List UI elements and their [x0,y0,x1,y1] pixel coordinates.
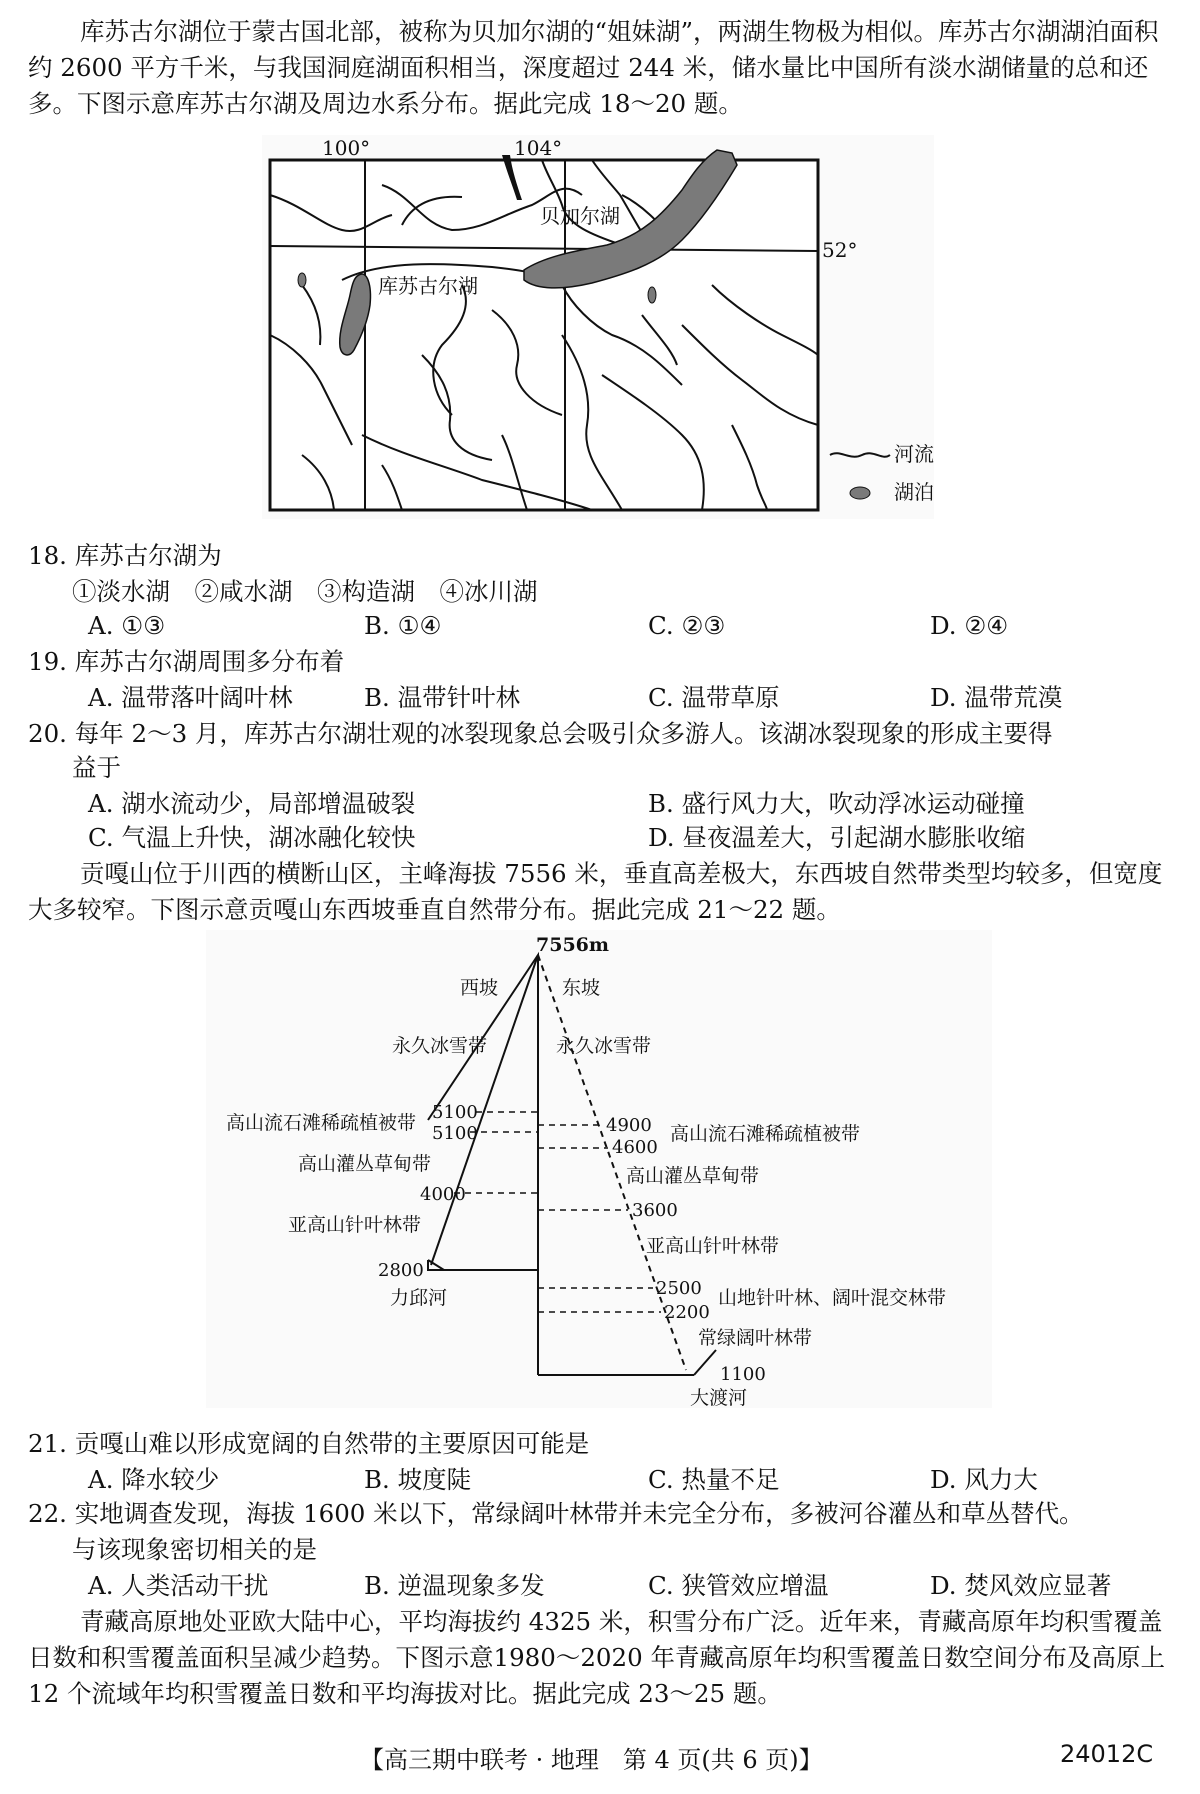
q20-option-d[interactable]: D. 昼夜温差大，引起湖水膨胀收缩 [648,823,1026,852]
q21-option-c[interactable]: C. 热量不足 [648,1465,780,1494]
east-zone-mixed-forest: 山地针叶林、阔叶混交林带 [718,1287,947,1309]
west-slope-label: 西坡 [460,977,499,999]
q20-stem-line1: 20. 每年 2～3 月，库苏古尔湖壮观的冰裂现象总会吸引众多游人。该湖冰裂现象的形成主要得 [28,719,1053,748]
east-2200-label: 2200 [664,1302,710,1323]
east-snow-zone-label: 永久冰雪带 [556,1035,652,1057]
legend-lake-label: 湖泊 [894,480,934,504]
east-4600-label: 4600 [612,1137,658,1158]
east-zone-evergreen-broadleaf: 常绿阔叶林带 [698,1327,813,1349]
west-zone-subalpine-conifer: 亚高山针叶林带 [288,1214,422,1236]
footer-center-text: 【高三期中联考 · 地理 第 4 页(共 6 页)】 [360,1746,823,1774]
q22-option-c[interactable]: C. 狭管效应增温 [648,1571,829,1600]
q19-option-a[interactable]: A. 温带落叶阔叶林 [88,683,293,712]
q20-stem-line2: 益于 [72,753,121,782]
east-zone-subalpine-conifer: 亚高山针叶林带 [646,1235,780,1257]
q18-option-d[interactable]: D. ②④ [930,611,1009,640]
legend-river-label: 河流 [894,442,934,466]
east-zone-alpine-meadow: 高山灌丛草甸带 [626,1165,760,1187]
east-1100-label: 1100 [720,1364,766,1385]
q18-stem: 18. 库苏古尔湖为 [28,541,222,570]
q19-option-d[interactable]: D. 温带荒漠 [930,683,1063,712]
q19-option-b[interactable]: B. 温带针叶林 [364,683,521,712]
q21-option-d[interactable]: D. 风力大 [930,1465,1038,1494]
lon-104-label: 104° [514,136,563,160]
intro-paragraph-3: 青藏高原地处亚欧大陆中心，平均海拔约 4325 米，积雪分布广泛。近年来，青藏高原年均积雪覆盖日数和积雪覆盖面积呈减少趋势。下图示意1980～2020 年青藏高原年均积雪覆盖日数空间分布及高原上 12 个流域年均积雪覆盖日数和平均海拔对比。据此完成 23～25 题。 [28,1607,1165,1708]
q22-stem-line1: 22. 实地调查发现，海拔 1600 米以下，常绿阔叶林带并未完全分布，多被河谷灌丛和草丛替代。 [28,1499,1084,1528]
lake-map-figure [262,135,934,519]
west-zone-alpine-scree: 高山流石滩稀疏植被带 [226,1112,417,1134]
west-5100a-label: 5100 [432,1102,478,1123]
mountain-zonation-figure [206,930,992,1408]
q20-option-b[interactable]: B. 盛行风力大，吹动浮冰运动碰撞 [648,789,1025,818]
east-2500-label: 2500 [656,1278,702,1299]
khuvsgul-label: 库苏古尔湖 [378,274,478,298]
q18-option-c[interactable]: C. ②③ [648,611,726,640]
q18-option-a[interactable]: A. ①③ [88,611,166,640]
peak-elevation-label: 7556m [536,934,609,956]
east-4900-label: 4900 [606,1115,652,1136]
intro-paragraph-2: 贡嘎山位于川西的横断山区，主峰海拔 7556 米，垂直高差极大，东西坡自然带类型均较多，但宽度大多较窄。下图示意贡嘎山东西坡垂直自然带分布。据此完成 21～22 题。 [28,859,1163,924]
q22-option-d[interactable]: D. 焚风效应显著 [930,1571,1112,1600]
q21-option-a[interactable]: A. 降水较少 [88,1465,220,1494]
q22-stem-line2: 与该现象密切相关的是 [72,1535,317,1564]
q20-option-a[interactable]: A. 湖水流动少，局部增温破裂 [88,789,416,818]
east-3600-label: 3600 [632,1200,678,1221]
west-2800-label: 2800 [378,1260,424,1281]
west-zone-alpine-meadow: 高山灌丛草甸带 [298,1153,432,1175]
intro-paragraph-1: 库苏古尔湖位于蒙古国北部，被称为贝加尔湖的“姐妹湖”，两湖生物极为相似。库苏古尔湖湖泊面积约 2600 平方千米，与我国洞庭湖面积相当，深度超过 244 米，储水量比中国所有淡水湖储量的总和还多。下图示意库苏古尔湖及周边水系分布。据此完成 18～20 题。 [28,17,1159,118]
q22-option-a[interactable]: A. 人类活动干扰 [88,1571,269,1600]
q18-items: ①淡水湖 ②咸水湖 ③构造湖 ④冰川湖 [72,577,538,606]
q21-option-b[interactable]: B. 坡度陡 [364,1465,472,1494]
west-river-label: 力邱河 [390,1287,448,1309]
east-zone-alpine-scree: 高山流石滩稀疏植被带 [670,1123,861,1145]
west-snow-zone-label: 永久冰雪带 [392,1035,488,1057]
q22-option-b[interactable]: B. 逆温现象多发 [364,1571,545,1600]
west-5100b-label: 5100 [432,1123,478,1144]
footer-code: 24012C [1060,1740,1154,1768]
lon-100-label: 100° [322,136,371,160]
q19-stem: 19. 库苏古尔湖周围多分布着 [28,647,345,676]
q19-option-c[interactable]: C. 温带草原 [648,683,780,712]
legend-river-icon [830,453,890,456]
legend-lake-icon [850,487,870,499]
q18-option-b[interactable]: B. ①④ [364,611,442,640]
west-4000-label: 4000 [420,1184,466,1205]
lat-52-label: 52° [822,238,858,262]
baikal-label: 贝加尔湖 [540,204,620,228]
q20-option-c[interactable]: C. 气温上升快，湖冰融化较快 [88,823,416,852]
east-river-label: 大渡河 [690,1387,748,1408]
q21-stem: 21. 贡嘎山难以形成宽阔的自然带的主要原因可能是 [28,1429,590,1458]
east-slope-label: 东坡 [562,977,601,999]
